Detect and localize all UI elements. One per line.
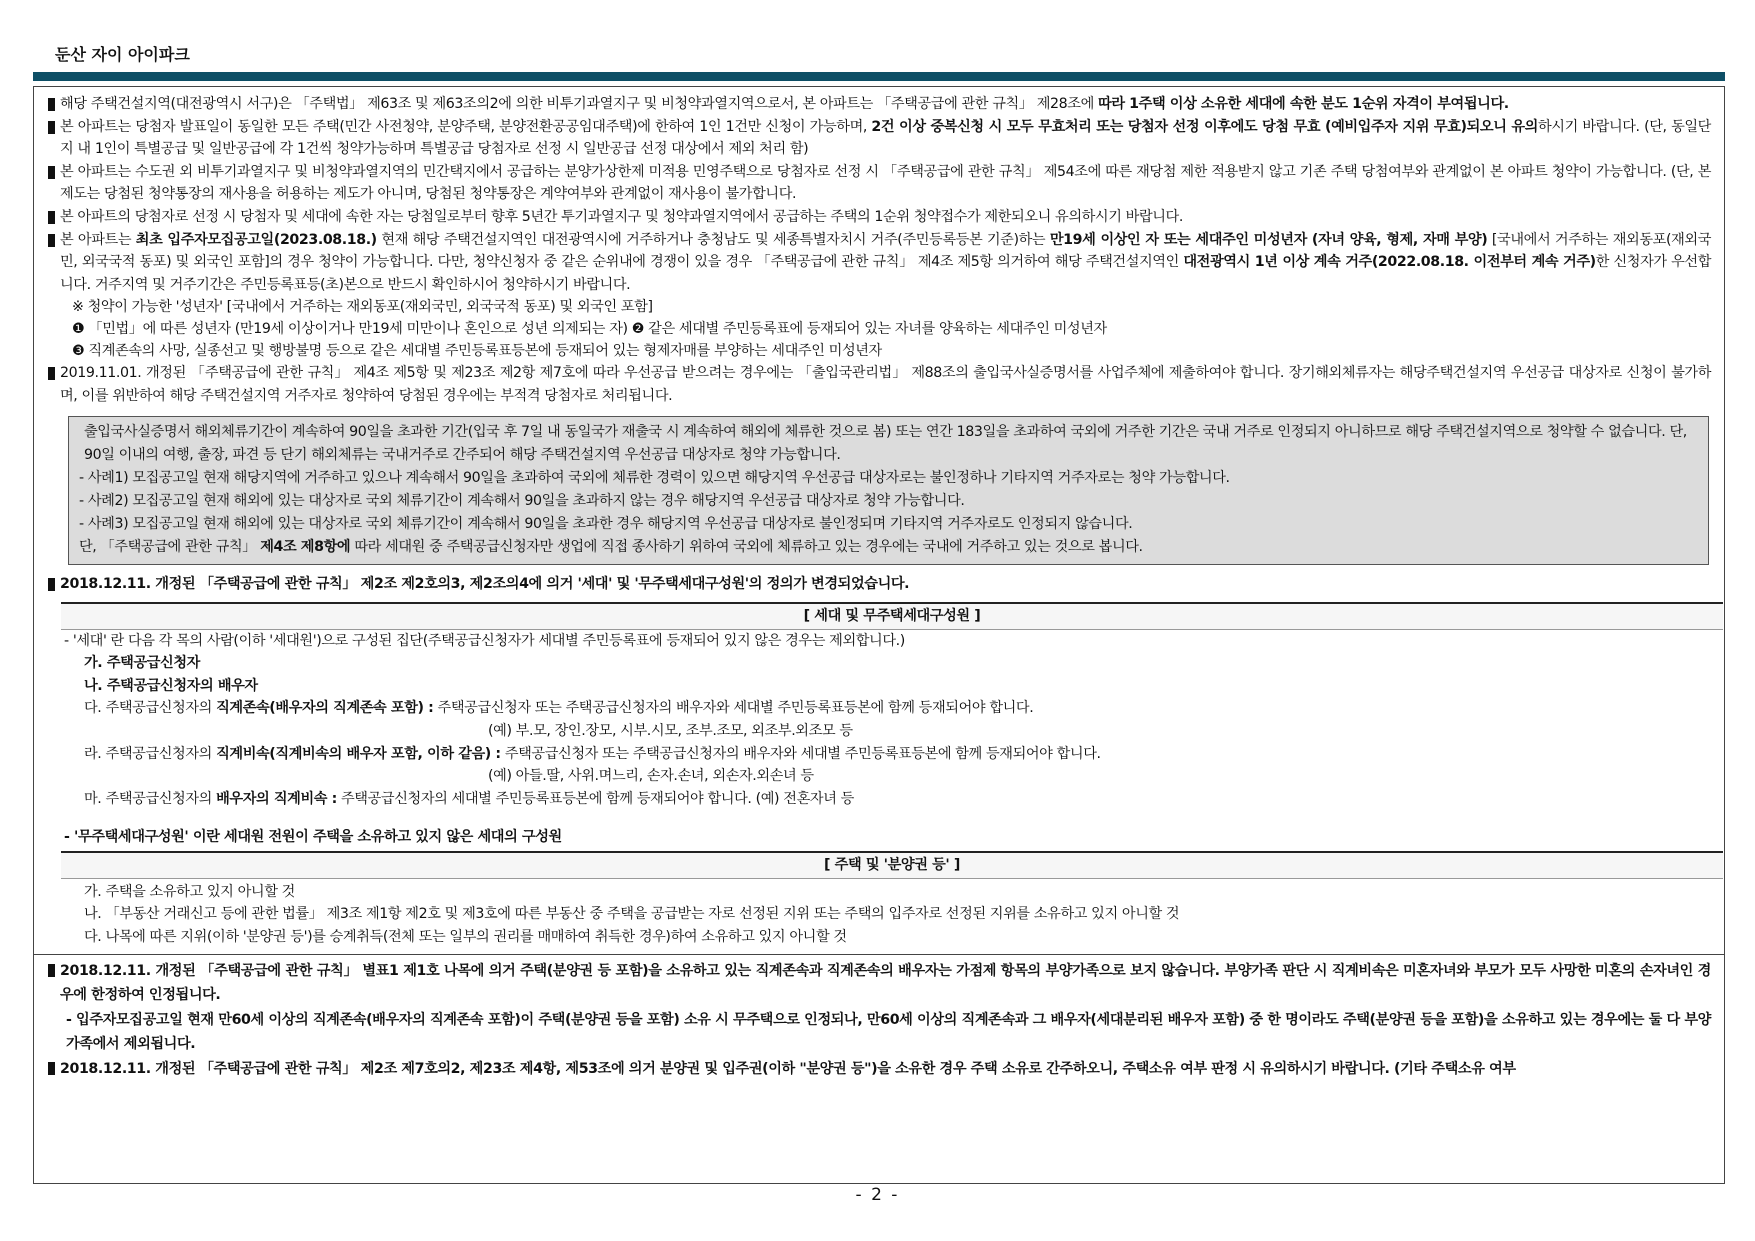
household-box-heading: [ 세대 및 무주택세대구성원 ]: [61, 602, 1723, 630]
adult-criteria-3: ❸ 직계존속의 사망, 실종선고 및 행방불명 등으로 같은 세대별 주민등록표등본에 등재되어 있는 형제자매를 부양하는 세대주인 미성년자: [72, 343, 882, 360]
notice-case-3: - 사례3) 모집공고일 현재 해외에 있는 대상자로 국외 체류기간이 계속해서 90일을 초과한 경우 해당지역 우선공급 대상자로 불인정되며 기타지역 거주자로도 인정되지 않습니다.: [79, 515, 1133, 532]
household-definition-intro: - '세대' 란 다음 각 목의 사람(이하 '세대원')으로 구성된 집단(주택공급신청자가 세대별 주민등록표에 등재되어 있지 않은 경우는 제외합니다.): [64, 632, 905, 649]
header-divider: [33, 72, 1725, 81]
notice-exception: 단, 「주택공급에 관한 규칙」 제4조 제8항에 따라 세대원 중 주택공급신청자만 생업에 직접 종사하기 위하여 국외에 체류하고 있는 경우에는 국내에 거주하고 있는 것으로 봅니다.: [79, 538, 1143, 555]
section-household-definition-heading: 2018.12.11. 개정된 「주택공급에 관한 규칙」 제2조 제2호의3, 제2조의4에 의거 '세대' 및 '무주택세대구성원'의 정의가 변경되었습니다.: [46, 573, 1711, 595]
adult-criteria-1-2: ❶ 「민법」에 따른 성년자 (만19세 이상이거나 만19세 미만이나 혼인으로 성년 의제되는 자) ❷ 같은 세대별 주민등록표에 등재되어 있는 자녀를 양육하는 세대주인 미성년자: [72, 321, 1107, 338]
document-title: 둔산 자이 아이파크: [55, 45, 190, 64]
housing-definition: [46, 881, 1711, 949]
housing-item-da: 다. 나목에 따른 지위(이하 '분양권 등')를 승계취득(전체 또는 일부의 권리를 매매하여 취득한 경우)하여 소유하고 있지 아니할 것: [84, 929, 847, 946]
housing-item-ga: 가. 주택을 소유하고 있지 아니할 것: [84, 883, 295, 900]
household-item-na: 나. 주택공급신청자의 배우자: [84, 677, 258, 694]
housing-box-heading: [ 주택 및 '분양권 등' ]: [61, 851, 1723, 879]
notice-line: 출입국사실증명서 해외체류기간이 계속하여 90일을 초과한 기간(입국 후 7일 내 동일국가 재출국 시 계속하여 해외에 체류한 것으로 봄) 또는 연간 183일을 초과하여 국외에 거주한 기간은 국내 거주로 인정되지 아니하므로 해당 주택건설지역으로 청약할 수 없습니다. 단, 90일 이내의 여행, 출장, 파견 등 단기 해외체류는 국내거주로 간주되어 해당 주택건설지역 우선공급 대상자로 청약 가능합니다.: [84, 423, 1687, 463]
household-example-da: (예) 부.모, 장인.장모, 시부.시모, 조부.조모, 외조부.외조모 등: [488, 722, 853, 739]
adult-note: ※ 청약이 가능한 '성년자' [국내에서 거주하는 재외동포(재외국민, 외국국적 동포) 및 외국인 포함]: [72, 299, 653, 316]
overseas-stay-notice: [68, 416, 1709, 565]
paragraph-rewin-restriction: 본 아파트는 수도권 외 비투기과열지구 및 비청약과열지역의 민간택지에서 공급하는 분양가상한제 미적용 민영주택으로 당첨자로 선정 시 「주택공급에 관한 규칙」 제54조에 따른 재당첨 제한 적용받지 않고 기존 주택 당첨여부와 관계없이 본 아파트 청약이 가능합니다. (단, 본 제도는 당첨된 청약통장의 재사용을 허용하는 제도가 아니며, 당첨된 청약통장은 계약여부와 관계없이 재사용이 불가합니다.: [46, 161, 1711, 206]
paragraph-five-year-limit: 본 아파트의 당첨자로 선정 시 당첨자 및 세대에 속한 자는 당첨일로부터 향후 5년간 투기과열지구 및 청약과열지역에서 공급하는 주택의 1순위 청약접수가 제한되오니 유의하시기 바랍니다.: [46, 206, 1711, 229]
household-item-ra: 라. 주택공급신청자의 직계비속(직계비속의 배우자 포함, 이하 같음) : 주택공급신청자 또는 주택공급신청자의 배우자와 세대별 주민등록표등본에 함께 등재되어야 합니다.: [84, 745, 1101, 762]
page-number: - 2 -: [855, 1185, 900, 1205]
household-item-da: 다. 주택공급신청자의 직계존속(배우자의 직계존속 포함) : 주택공급신청자 또는 주택공급신청자의 배우자와 세대별 주민등록표등본에 함께 등재되어야 합니다.: [84, 700, 1034, 717]
household-definition: [46, 630, 1711, 849]
household-item-ga: 가. 주택공급신청자: [84, 655, 200, 672]
housing-item-na: 나. 「부동산 거래신고 등에 관한 법률」 제3조 제1항 제2호 및 제3호에 따른 부동산 중 주택을 공급받는 자로 선정된 지위 또는 주택의 입주자로 선정된 지위를 소유하고 있지 아니할 것: [84, 906, 1180, 923]
notice-case-1: - 사례1) 모집공고일 현재 해당지역에 거주하고 있으나 계속해서 90일을 초과하여 국외에 체류한 경력이 있으면 해당지역 우선공급 대상자로는 불인정하나 기타지역 거주자로는 청약 가능합니다.: [79, 469, 1230, 486]
notice-frame: [33, 86, 1725, 1184]
household-item-ma: 마. 주택공급신청자의 배우자의 직계비속 : 주택공급신청자의 세대별 주민등록표등본에 함께 등재되어야 합니다. (예) 전혼자녀 등: [84, 790, 854, 807]
notice-case-2: - 사례2) 모집공고일 현재 해외에 있는 대상자로 국외 체류기간이 계속해서 90일을 초과하지 않는 경우 해당지역 우선공급 대상자로 청약 가능합니다.: [79, 492, 965, 509]
dependents-detail: - 입주자모집공고일 현재 만60세 이상의 직계존속(배우자의 직계존속 포함)이 주택(분양권 등을 포함) 소유 시 무주택으로 인정되나, 만60세 이상의 직계존속과 그 배우자(세대분리된 배우자 포함) 중 한 명이라도 주택(분양권 등을 포함)을 소유하고 있는 경우에는 둘 다 부양가족에서 제외됩니다.: [66, 1011, 1711, 1053]
paragraph-eligibility: 본 아파트는 최초 입주자모집공고일(2023.08.18.) 현재 해당 주택건설지역인 대전광역시에 거주하거나 충청남도 및 세종특별자치시 거주(주민등록등본 기준)하는 만19세 이상인 자 또는 세대주인 미성년자 (자녀 양육, 형제, 자매 부양) [국내에서 거주하는 재외동포(재외국민, 외국국적 동포) 및 외국인 포함]의 경우 청약이 가능합니다. 다만, 청약신청자 중 같은 순위내에 경쟁이 있을 경우 「주택공급에 관한 규칙」 제4조 제5항 의거하여 해당 주택건설지역인 대전광역시 1년 이상 계속 거주(2022.08.18. 이전부터 계속 거주)한 신청자가 우선합니다. 거주지역 및 거주기간은 주민등록표등(초)본으로 반드시 확인하시어 청약하시기 바랍니다.: [46, 229, 1711, 297]
paragraph-long-term-abroad: 2019.11.01. 개정된 「주택공급에 관한 규칙」 제4조 제5항 및 제23조 제2항 제7호에 따라 우선공급 받으려는 경우에는 「출입국관리법」 제88조의 출입국사실증명서를 사업주체에 제출하여야 합니다. 장기해외체류자는 해당주택건설지역 우선공급 대상자로 신청이 불가하며, 이를 위반하여 해당 주택건설지역 거주자로 청약하여 당첨된 경우에는 부적격 당첨자로 처리됩니다.: [46, 362, 1711, 407]
household-example-ra: (예) 아들.딸, 사위.며느리, 손자.손녀, 외손자.외손녀 등: [488, 768, 814, 785]
paragraph-single-application: 본 아파트는 당첨자 발표일이 동일한 모든 주택(민간 사전청약, 분양주택, 분양전환공공임대주택)에 한하여 1인 1건만 신청이 가능하며, 2건 이상 중복신청 시 모두 무효처리 또는 당첨자 선정 이후에도 당첨 무효 (예비입주자 지위 무효)되오니 유의하시기 바랍니다. (단, 동일단지 내 1인이 특별공급 및 일반공급에 각 1건씩 청약가능하며 특별공급 당첨자로 선정 시 일반공급 선정 대상에서 제외 처리 함): [46, 116, 1711, 161]
content-body: [46, 93, 1711, 1081]
paragraph-dependents: 2018.12.11. 개정된 「주택공급에 관한 규칙」 별표1 제1호 나목에 의거 주택(분양권 등 포함)을 소유하고 있는 직계존속과 직계존속의 배우자는 가점제 항목의 부양가족으로 보지 않습니다. 부양가족 판단 시 직계비속은 미혼자녀와 부모가 모두 사망한 미혼의 손자녀인 경우에 한정하여 인정됩니다.: [46, 959, 1711, 1008]
paragraph-presale-rights: 2018.12.11. 개정된 「주택공급에 관한 규칙」 제2조 제7호의2, 제23조 제4항, 제53조에 의거 분양권 및 입주권(이하 "분양권 등")을 소유한 경우 주택 소유로 간주하오니, 주택소유 여부 판정 시 유의하시기 바랍니다. (기타 주택소유 여부: [46, 1057, 1711, 1082]
paragraph-overheat-zone: 해당 주택건설지역(대전광역시 서구)은 「주택법」 제63조 및 제63조의2에 의한 비투기과열지구 및 비청약과열지역으로서, 본 아파트는 「주택공급에 관한 규칙」 제28조에 따라 1주택 이상 소유한 세대에 속한 분도 1순위 자격이 부여됩니다.: [46, 93, 1711, 116]
homeless-member-definition: - '무주택세대구성원' 이란 세대원 전원이 주택을 소유하고 있지 않은 세대의 구성원: [64, 829, 562, 846]
